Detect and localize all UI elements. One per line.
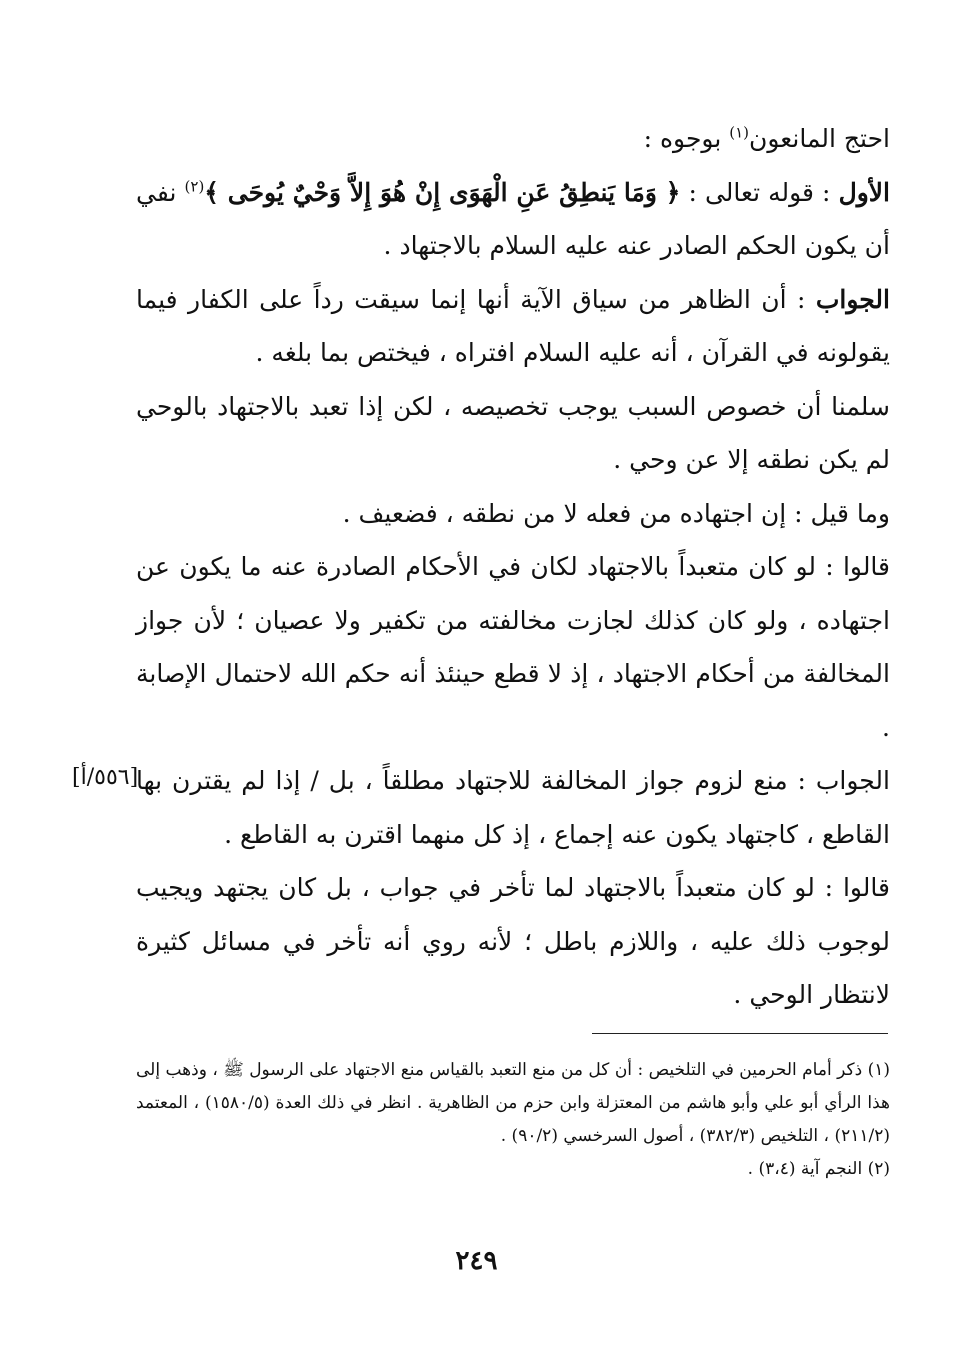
- paragraph-7: [136, 754, 890, 861]
- footnote-divider: [592, 1033, 888, 1034]
- paragraph-8-text: قالوا : لو كان متعبداً بالاجتهاد لما تأخر في جواب ، بل كان يجتهد ويجيب لوجوب ذلك عليه ، واللازم باطل ؛ لأنه روي أنه تأخر في مسائل كثيرة لانتظار الوحي .: [136, 873, 890, 1009]
- paragraph-3-text: : أن الظاهر من سياق الآية أنها إنما سيقت رداً على الكفار فيما يقولونه في القرآن ، أنه عليه السلام افتراه ، فيختص بما بلغه .: [136, 284, 890, 367]
- main-text: [136, 112, 890, 1022]
- paragraph-2-lead: الأول: [838, 177, 891, 207]
- margin-folio-marker: [٥٥٦/أ]: [72, 765, 139, 790]
- paragraph-2-text: : قوله تعالى :: [680, 177, 839, 207]
- footnotes: [136, 1054, 890, 1186]
- paragraph-2-tail: نفي أن يكون الحكم الصادر عنه عليه السلام بالاجتهاد .: [136, 177, 890, 260]
- paragraph-1-text: احتج المانعون: [749, 124, 890, 153]
- paragraph-1-tail: بوجوه :: [643, 124, 730, 153]
- paragraph-2: [136, 166, 890, 273]
- page-number: ٢٤٩: [455, 1246, 498, 1276]
- paragraph-7-text: الجواب : منع لزوم جواز المخالفة للاجتهاد مطلقاً ، بل / إذا لم يقترن بها القاطع ، كاجتهاد يكون عنه إجماع ، إذ كل منهما اقترن به القاطع .: [136, 766, 890, 849]
- footnote-2: (٢) النجم آية (٣،٤) .: [747, 1159, 890, 1179]
- paragraph-3: [136, 273, 890, 380]
- paragraph-4-text: سلمنا أن خصوص السبب يوجب تخصيصه ، لكن إذا تعبد بالاجتهاد بالوحي لم يكن نطقه إلا عن وحي .: [136, 391, 890, 474]
- footnote-ref-2: (٢): [184, 177, 205, 196]
- paragraph-6: [136, 540, 890, 754]
- paragraph-6-text: قالوا : لو كان متعبداً بالاجتهاد لكان في الأحكام الصادرة عنه ما يكون عن اجتهاده ، ولو كان كذلك لجازت مخالفته من تكفير ولا عصيان ؛ لأن جواز المخالفة من أحكام الاجتهاد ، إذ لا قطع حينئذ أنه حكم الله لاحتمال الإصابة .: [136, 552, 890, 742]
- quran-verse: ﴿ وَمَا يَنطِقُ عَنِ الْهَوَى إِنْ هُوَ إِلاَّ وَحْيٌ يُوحَى ﴾: [204, 177, 681, 207]
- paragraph-1: [136, 112, 890, 166]
- paragraph-4: [136, 380, 890, 487]
- paragraph-8: [136, 861, 890, 1022]
- paragraph-5: [136, 487, 890, 541]
- footnote-1: (١) ذكر أمام الحرمين في التلخيص : أن كل من منع التعبد بالقياس منع الاجتهاد على الرسول ﷺ ، وذهب إلى هذا الرأي أبو علي وأبو هاشم من المعتزلة وابن حزم من الظاهرية . انظر في ذلك العدة (١٥٨٠/٥) ، المعتمد (٢١١/٢) ، التلخيص (٣٨٢/٣) ، أصول السرخسي (٩٠/٢) .: [136, 1060, 890, 1146]
- paragraph-3-lead: الجواب: [815, 284, 890, 314]
- paragraph-5-text: وما قيل : إن اجتهاده من فعله لا من نطقه ، فضعيف .: [342, 498, 890, 528]
- footnote-ref-1: (١): [729, 123, 750, 142]
